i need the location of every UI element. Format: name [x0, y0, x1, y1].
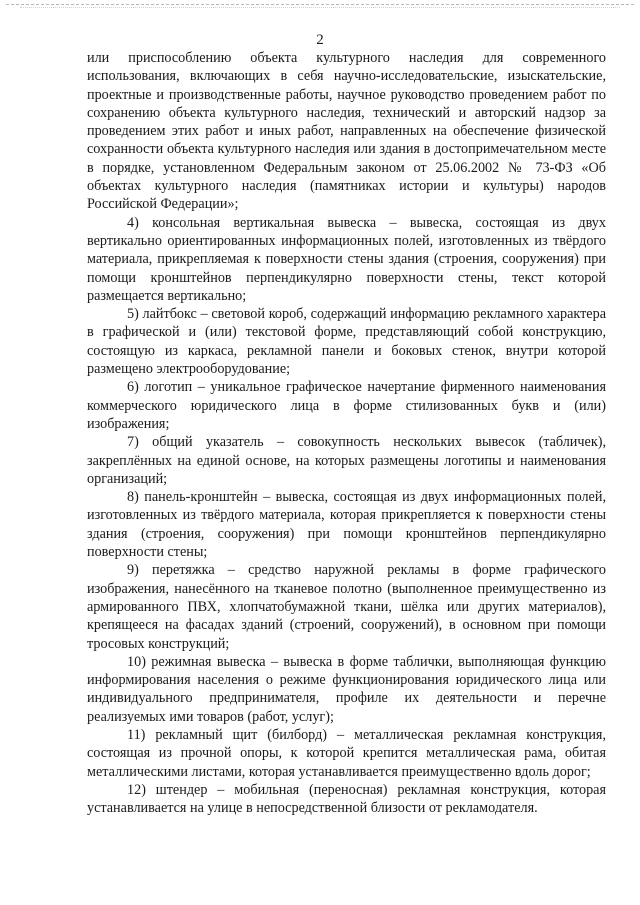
definition-item-10: 10) режимная вывеска – вывеска в форме таблички, выполняющая функцию информирования населения о режиме функционирования юридического лица или индивидуального предпринимателя, профиле их деятельности и перечне реализуемых ими товаров (работ, услуг);: [87, 653, 606, 725]
definition-item-8: 8) панель-кронштейн – вывеска, состоящая из двух информационных полей, изготовленных из твёрдого материала, которая прикрепляется к поверхности стены здания (строения, сооружения) при помощи кронштейнов перпендикулярно поверхности стены;: [87, 489, 606, 561]
definition-item-4: 4) консольная вертикальная вывеска – вывеска, состоящая из двух вертикально ориентированных информационных полей, изготовленных из твёрдого материала, прикрепляемая к поверхности стены здания (строения, сооружения) при помощи кронштейнов перпендикулярно поверхности стены, текст которой размещается вертикально;: [87, 214, 606, 304]
definition-item-9: 9) перетяжка – средство наружной рекламы в форме графического изображения, нанесённого на тканевое полотно (выполненное преимущественно из армированного ПВХ, хлопчатобумажной ткани, шёлка или других материалов), крепящееся на фасадах зданий (строений, сооружений), в основном при помощи тросовых конструкций;: [87, 562, 606, 652]
document-body: [87, 49, 606, 817]
definition-item-12: 12) штендер – мобильная (переносная) рекламная конструкция, которая устанавливается на улице в непосредственной близости от рекламодателя.: [87, 781, 606, 817]
definition-item-7: 7) общий указатель – совокупность нескольких вывесок (табличек), закреплённых на единой основе, на которых размещены логотипы и наименования организаций;: [87, 434, 606, 487]
definition-item-11: 11) рекламный щит (билборд) – металлическая рекламная конструкция, состоящая из прочной опоры, к которой крепится металлическая рама, обитая металлическими листами, которая устанавливается преимущественно вдоль дорог;: [87, 726, 606, 780]
scan-top-edge: [6, 4, 634, 5]
scan-top-edge-dots: [20, 7, 620, 8]
paragraph-continuation: или приспособлению объекта культурного наследия для современного использования, включающих в себя научно-исследовательские, изыскательские, проектные и производственные работы, научное руководство проведением работ по сохранению объекта культурного наследия, технический и авторский надзор за проведением этих работ и иных работ, направленных на обеспечение физической сохранности объекта культурного наследия или здания в достопримечательном месте в порядке, установленном Федеральным законом от 25.06.2002 № 73-ФЗ «Об объектах культурного наследия (памятниках истории и культуры) народов Российской Федерации»;: [87, 50, 606, 213]
page-number: 2: [316, 32, 324, 48]
definition-item-5: 5) лайтбокс – световой короб, содержащий информацию рекламного характера в графической и (или) текстовой форме, представляющий собой конструкцию, состоящую из каркаса, рекламной панели и боковых стенок, внутри которой размещено электрооборудование;: [87, 306, 606, 378]
definition-item-6: 6) логотип – уникальное графическое начертание фирменного наименования коммерческого юридического лица в форме стилизованных букв и (или) изображения;: [87, 379, 606, 432]
